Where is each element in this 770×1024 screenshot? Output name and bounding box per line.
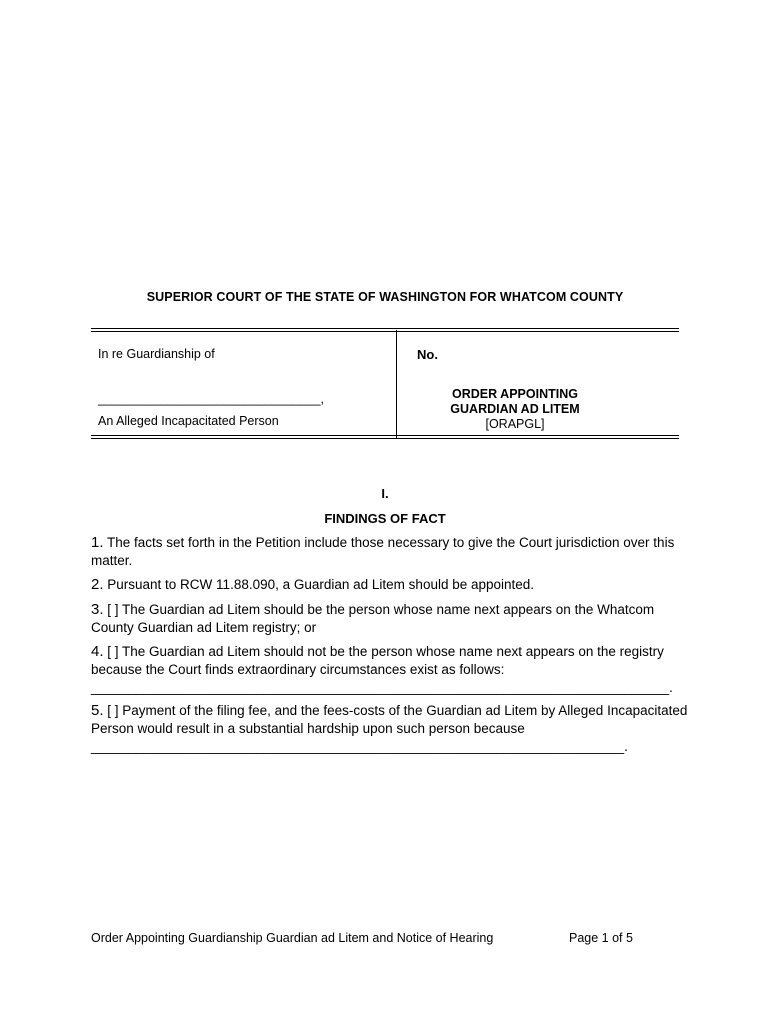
finding-blank-line: _______________________________________________________________________. [91,739,628,754]
finding-blank-line: _____________________________________________________________________________. [91,680,673,695]
caption-top-rule [91,328,679,329]
finding-text: [ ] The Guardian ad Litem should not be the person whose name next appears on the registry because the Court finds extraordinary circumstances exist as follows: [91,644,664,677]
finding-text: Pursuant to RCW 11.88.090, a Guardian ad Litem should be appointed. [103,577,535,592]
caption-bottom-rule-inner [91,438,679,439]
document-title-line-1: ORDER APPOINTING [452,387,578,401]
finding-text: [ ] Payment of the filing fee, and the fees-costs of the Guardian ad Litem by Alleged Incapacitated Person would result in a substantial hardship upon such person because [91,703,688,736]
finding-5 [91,702,691,756]
finding-1 [91,534,691,570]
caption-bottom-rule [91,435,679,436]
document-title-line-2: GUARDIAN AD LITEM [450,402,580,416]
finding-number: 3. [91,601,104,618]
caption-top-rule-inner [91,331,679,332]
caption-divider [396,330,397,438]
document-code: [ORAPGL] [485,417,545,431]
court-title: SUPERIOR COURT OF THE STATE OF WASHINGTON FOR WHATCOM COUNTY [146,290,624,304]
footer-page-number: Page 1 of 5 [569,931,633,945]
case-number-label: No. [417,347,438,362]
caption-in-re: In re Guardianship of [98,347,215,361]
finding-3 [91,601,691,637]
finding-number: 5. [91,702,104,719]
caption-name-blank: ________________________________, [98,392,324,406]
section-number: I. [381,486,389,501]
finding-number: 4. [91,643,104,660]
caption-party: An Alleged Incapacitated Person [98,414,279,428]
finding-number: 2. [91,576,104,593]
finding-2 [91,576,691,594]
finding-text: The facts set forth in the Petition include those necessary to give the Court jurisdiction over this matter. [91,535,675,568]
document-title [420,387,610,432]
finding-text: [ ] The Guardian ad Litem should be the person whose name next appears on the Whatcom County Guardian ad Litem registry; or [91,602,655,635]
finding-4 [91,643,691,697]
section-title: FINDINGS OF FACT [324,511,446,526]
finding-number: 1. [91,534,104,551]
footer-title: Order Appointing Guardianship Guardian ad Litem and Notice of Hearing [91,931,494,945]
